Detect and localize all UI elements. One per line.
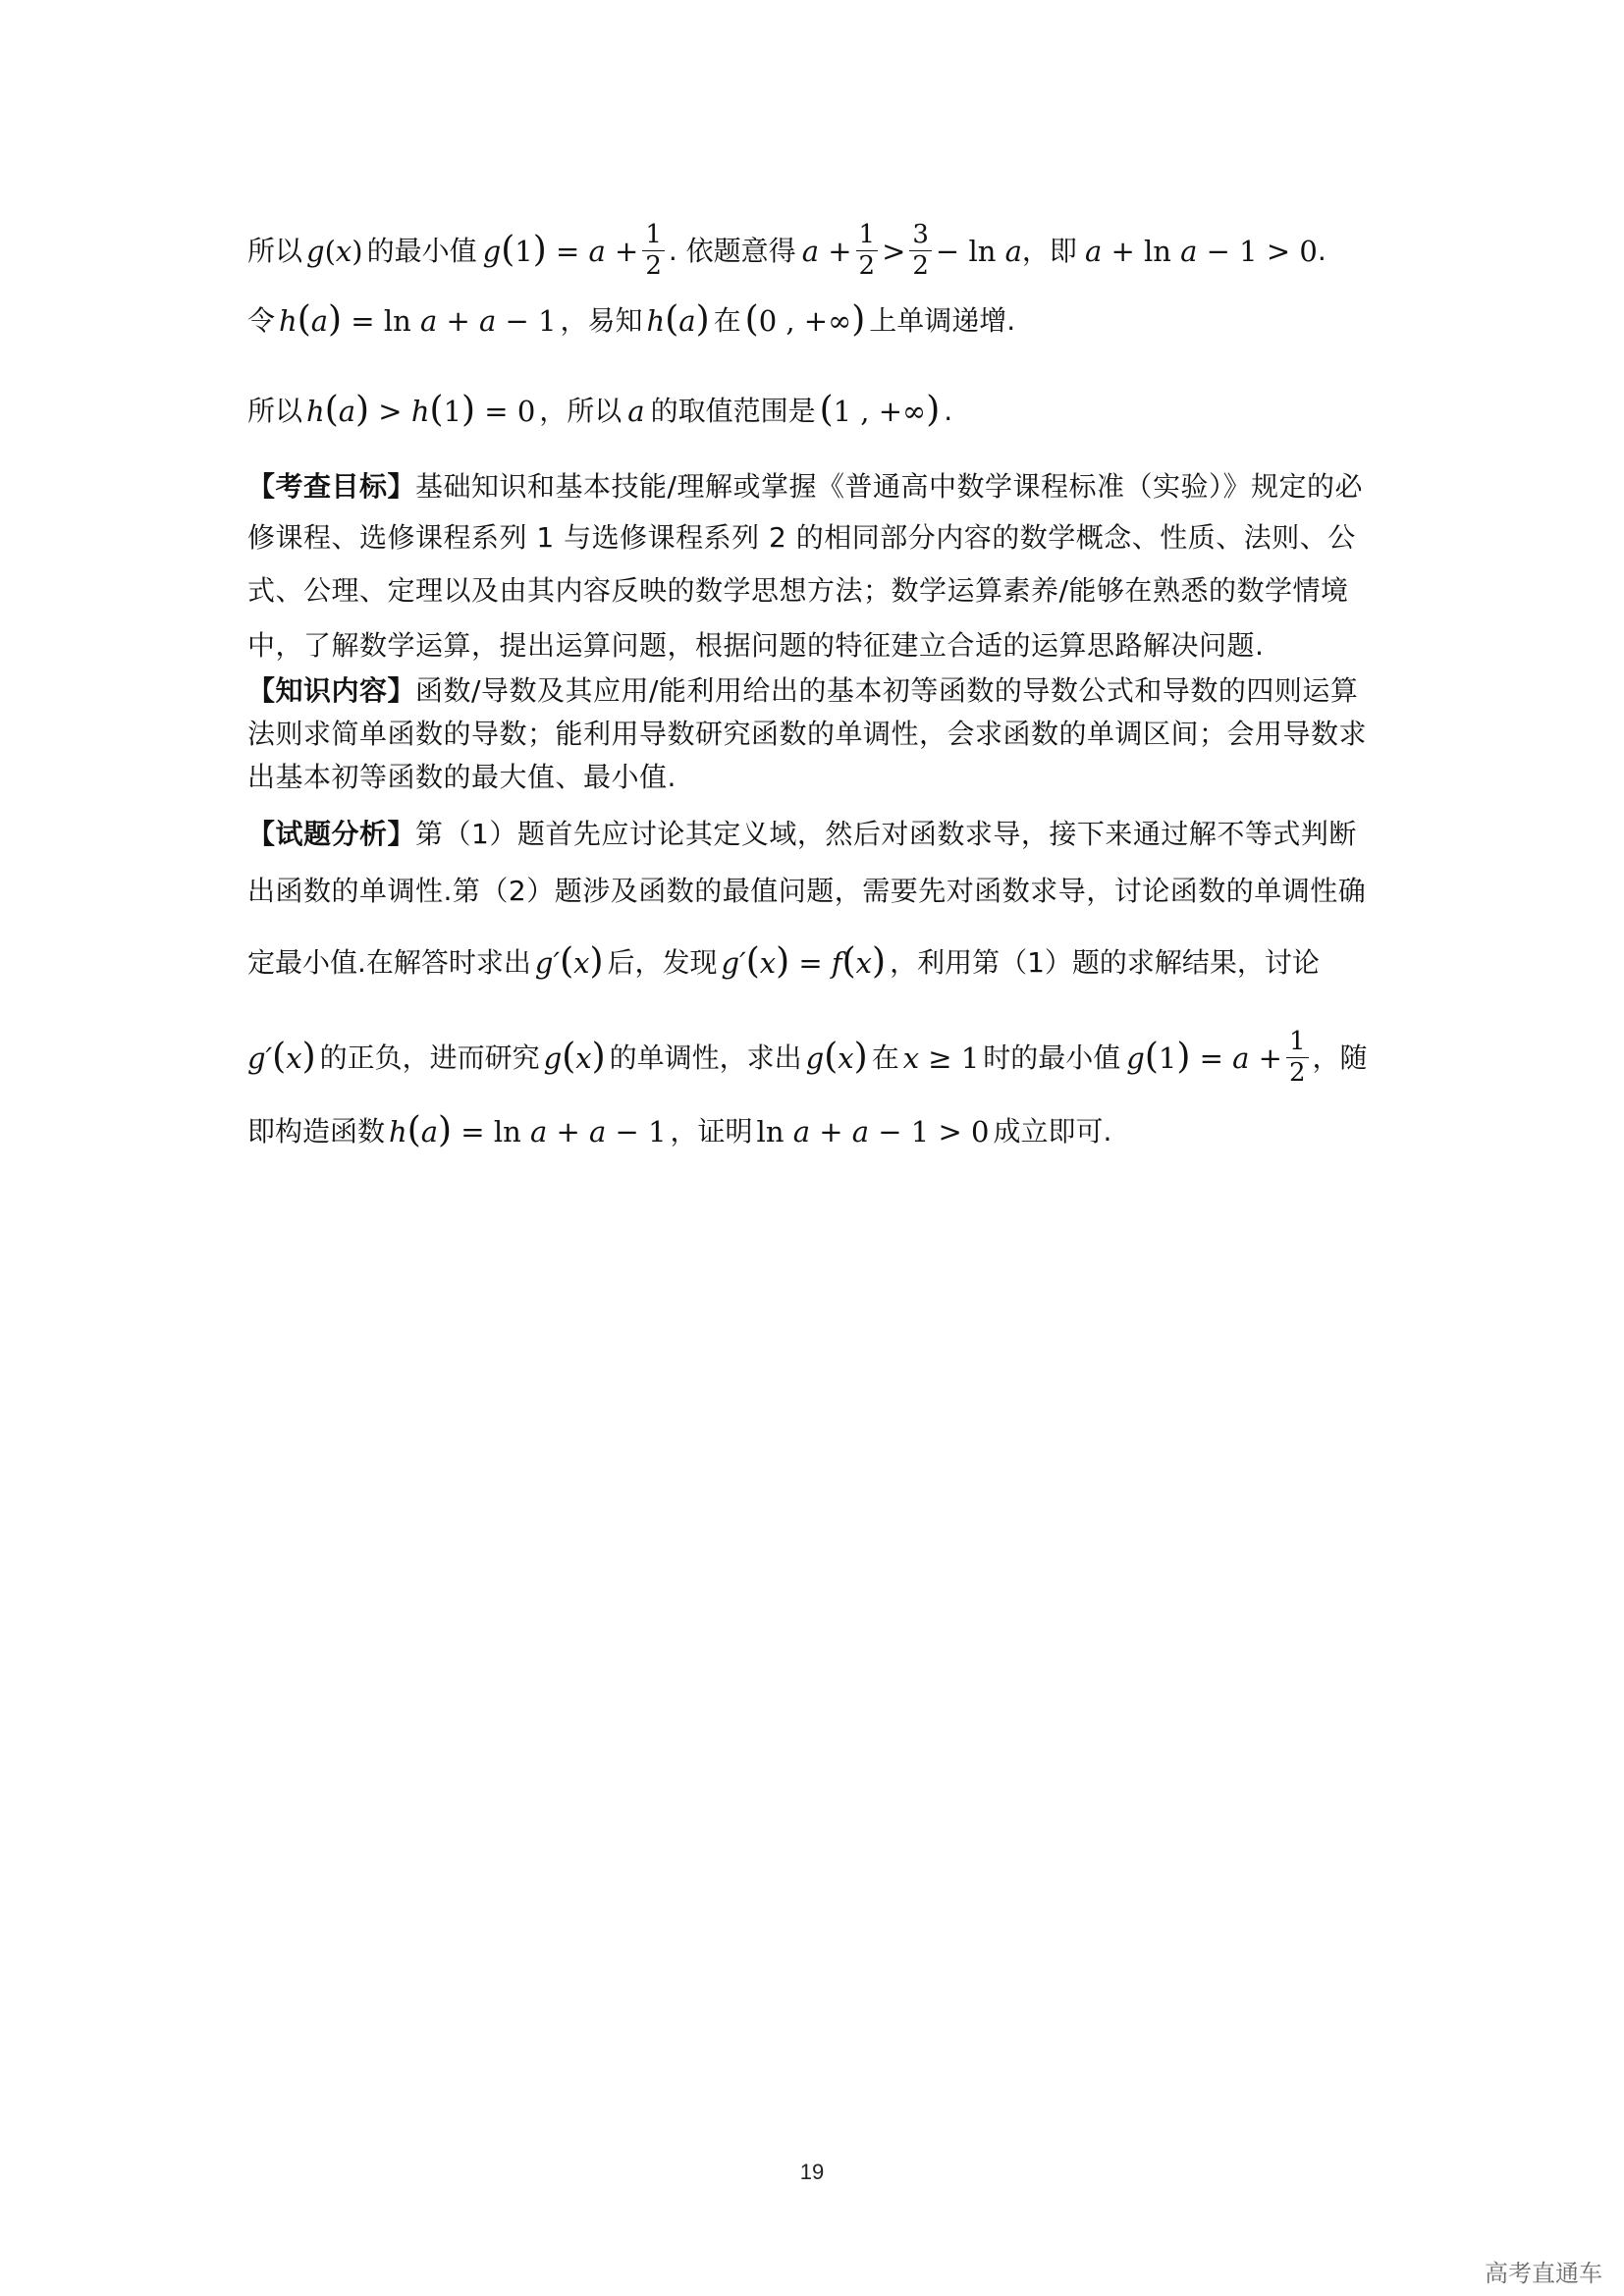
analysis-line-3: 定最小值.在解答时求出 g′(x) 后，发现 g′(x) = f(x) ，利用第（1）题的求解结果，讨论 (247, 941, 1320, 982)
math-g-x: g(x) (306, 234, 363, 268)
watermark-text: 高考直通车 (1485, 2260, 1602, 2287)
math-interval-1-inf: (1 , +∞) (819, 390, 941, 430)
math-h-ineq: h(a) > h(1) = 0 (306, 390, 536, 430)
analysis-line-4: g′(x) 的正负，进而研究 g(x) 的单调性，求出 g(x) 在 x ≥ 1 时的最小值 g(1) = a + $\frac{1}{2}$ ，随 (247, 1027, 1368, 1089)
math-inequality: a + (801, 234, 852, 268)
math-g-prime-eq-f: g′(x) = f(x) (721, 941, 887, 982)
page-number: 19 (799, 2160, 825, 2184)
knowledge-line-1: 【知识内容】函数/导数及其应用/能利用给出的基本初等函数的导数公式和导数的四则运算 (247, 674, 1359, 707)
math-g-prime-x: g′(x) (534, 941, 604, 982)
math-interval-0-inf: (0 , +∞) (744, 299, 866, 340)
math-g1-eq: g(1) = a + (482, 230, 639, 271)
solution-line-1: 所以 g(x) 的最小值 g(1) = a + $\frac{1}{2}$ . 依题意得 a + $\frac{1}{2}$ > $\frac{3}{2}$ − ln a ，即 a + ln a − 1 > 0 . (247, 220, 1326, 282)
analysis-line-2: 出函数的单调性.第（2）题涉及函数的最值问题，需要先对函数求导，讨论函数的单调性确 (247, 875, 1367, 907)
math-h-def: h(a) = ln a + a − 1 (279, 299, 557, 340)
solution-line-3: 所以 h(a) > h(1) = 0 ，所以 a 的取值范围是 (1 , +∞) . (247, 390, 953, 430)
solution-line-2: 令 h(a) = ln a + a − 1 ，易知 h(a) 在 (0 , +∞) 上单调递增. (247, 299, 1016, 340)
math-x-ge-1: x ≥ 1 (902, 1041, 980, 1075)
fraction-1-2: $\frac{1}{2}$ (642, 222, 665, 281)
objective-tag: 【考查目标】 (247, 470, 416, 503)
knowledge-tag: 【知识内容】 (247, 674, 416, 707)
analysis-tag: 【试题分析】 (247, 818, 416, 850)
analysis-line-5: 即构造函数 h(a) = ln a + a − 1 ，证明 ln a + a − 1 > 0 成立即可. (247, 1110, 1112, 1150)
math-result-inequality: a + ln a − 1 > 0 (1084, 234, 1318, 268)
objective-line-4: 中，了解数学运算，提出运算问题，根据问题的特征建立合适的运算思路解决问题. (247, 629, 1265, 662)
knowledge-line-3: 出基本初等函数的最大值、最小值. (247, 761, 677, 793)
knowledge-line-2: 法则求简单函数的导数；能利用导数研究函数的单调性，会求函数的单调区间；会用导数求 (247, 718, 1368, 750)
objective-line-1: 【考查目标】基础知识和基本技能/理解或掌握《普通高中数学课程标准（实验）》规定的必 (247, 470, 1363, 503)
analysis-line-1: 【试题分析】第（1）题首先应讨论其定义域，然后对函数求导，接下来通过解不等式判断 (247, 818, 1357, 850)
objective-line-3: 式、公理、定理以及由其内容反映的数学思想方法；数学运算素养/能够在熟悉的数学情境 (247, 574, 1349, 607)
objective-line-2: 修课程、选修课程系列 1 与选修课程系列 2 的相同部分内容的数学概念、性质、法则、公 (247, 521, 1356, 554)
